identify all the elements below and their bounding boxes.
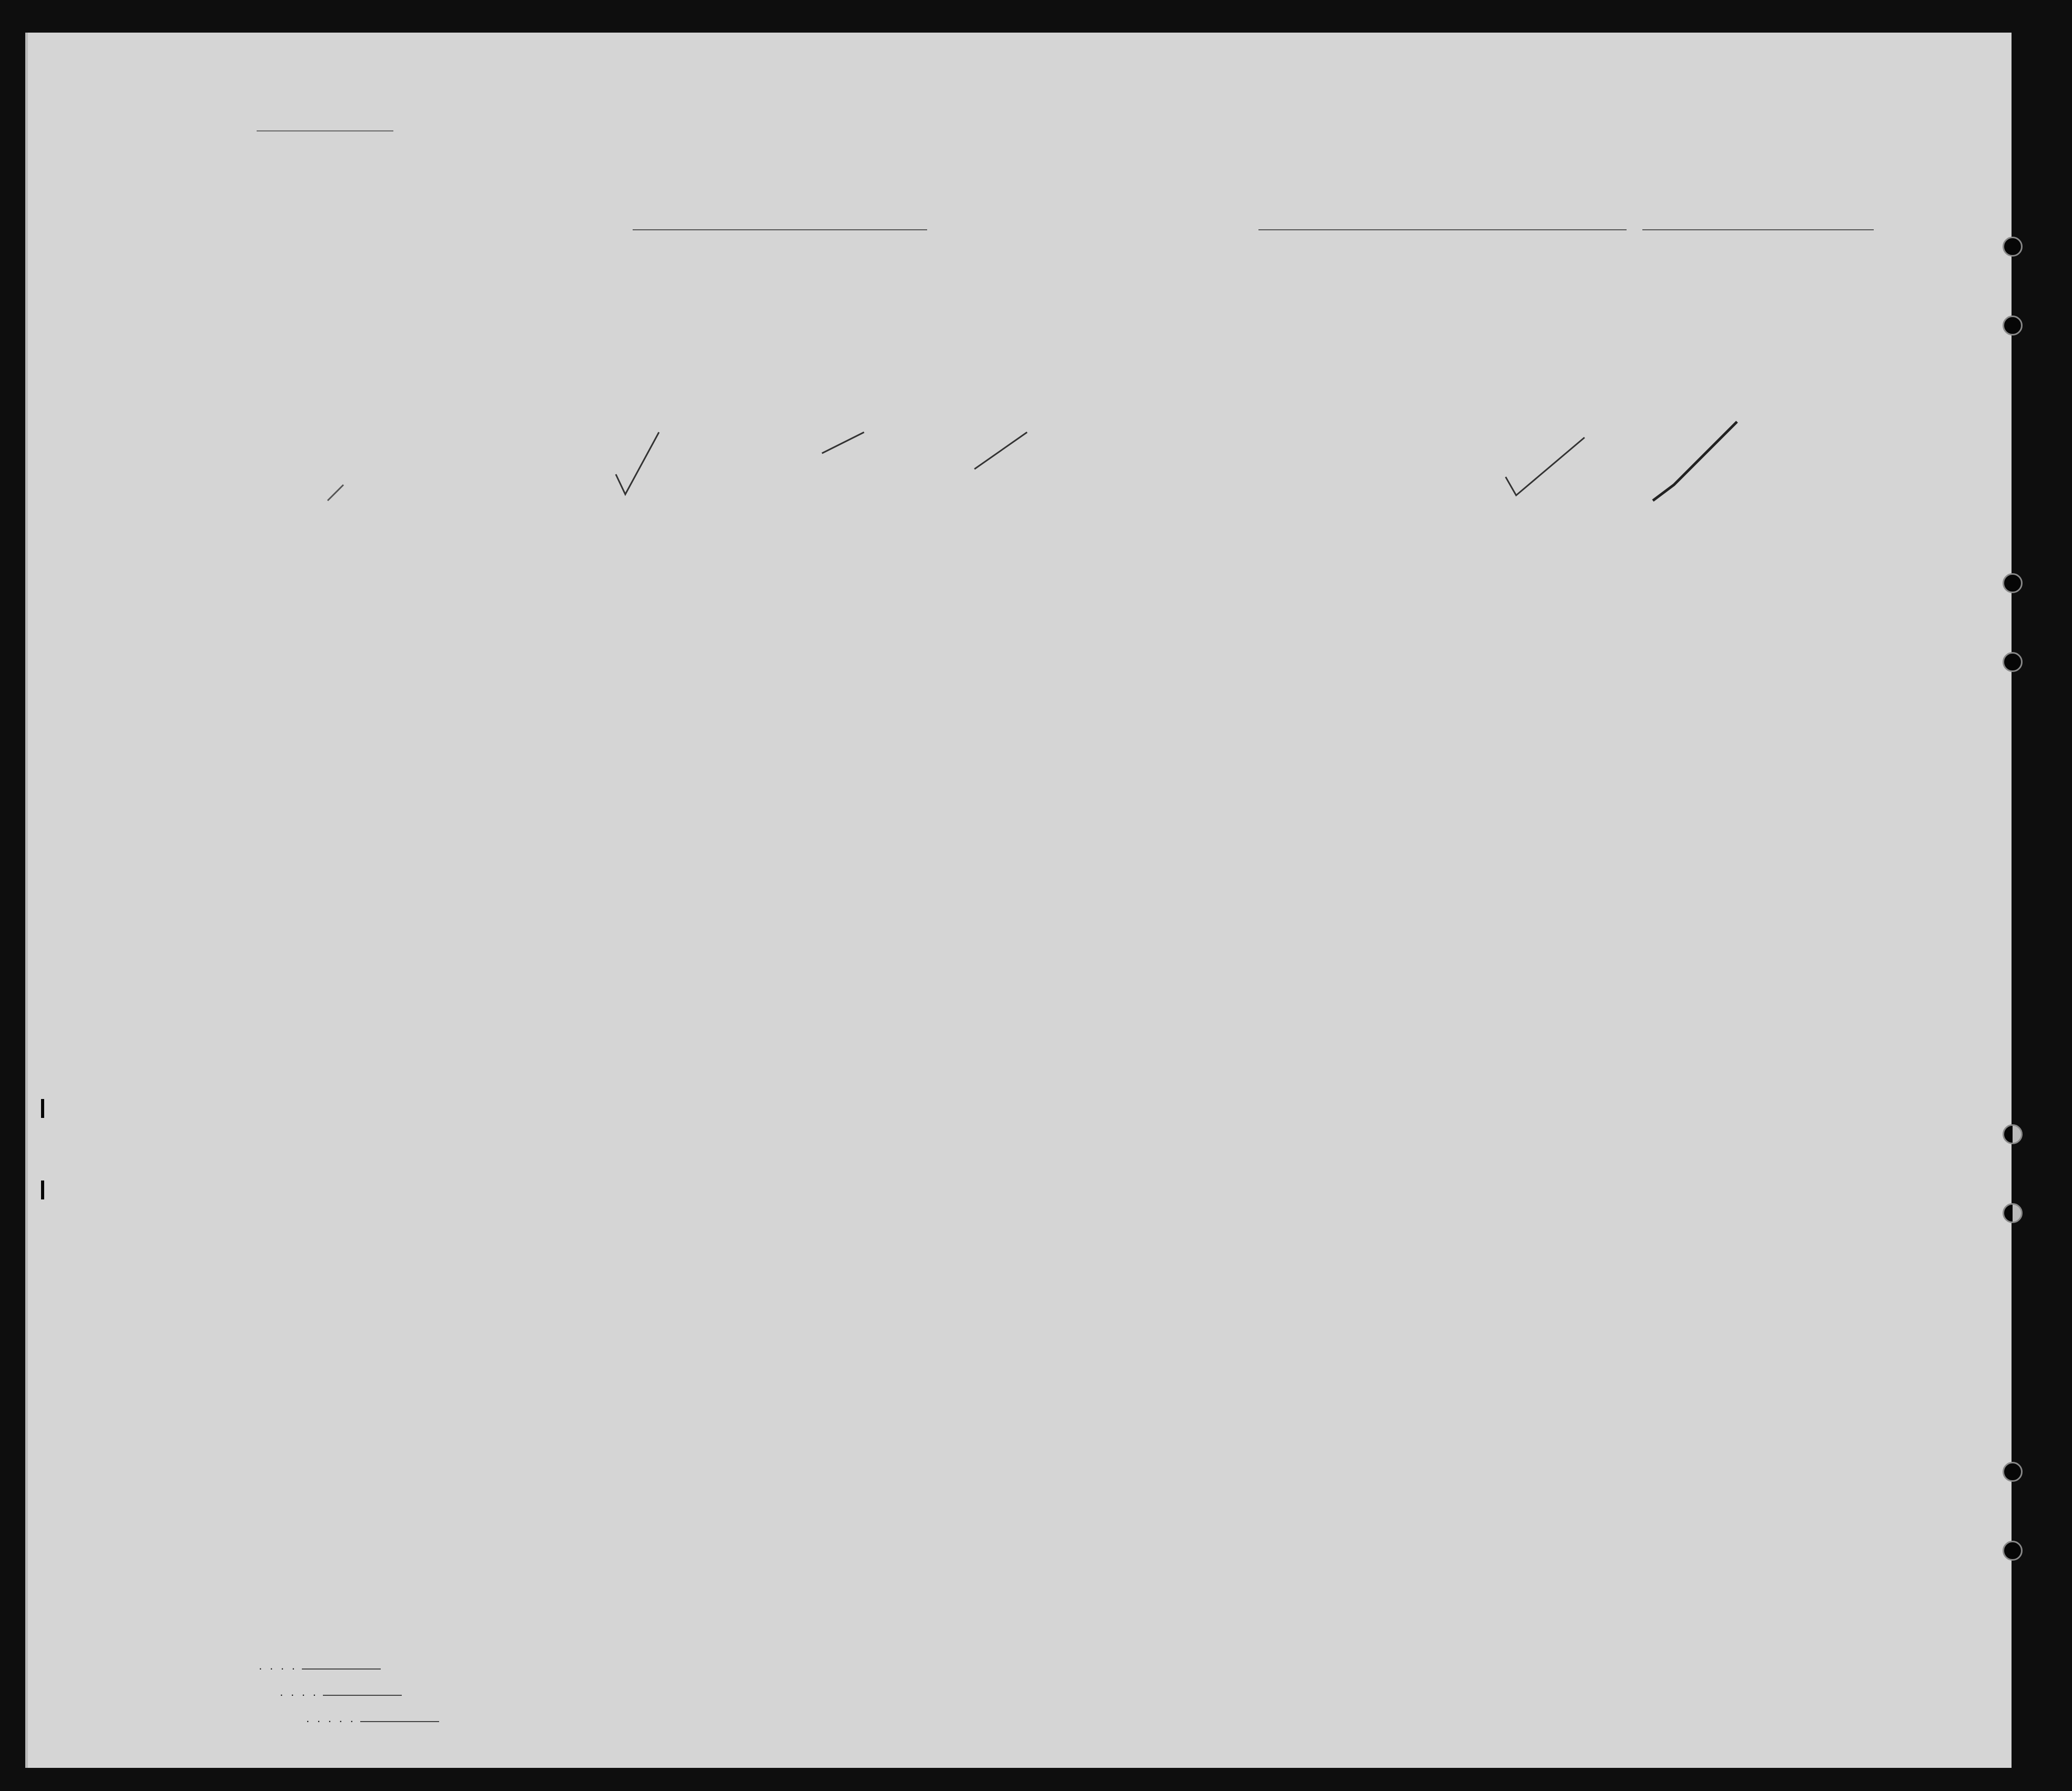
check-mark-age — [616, 432, 659, 494]
check-mark-date — [1653, 422, 1737, 501]
manifest-sheet — [25, 33, 2012, 1768]
binder-hole-3 — [2003, 573, 2023, 593]
total-passengers-row: . . . . — [259, 1663, 381, 1672]
check-mark-read — [822, 432, 864, 453]
binder-hole-8 — [2003, 1541, 2023, 1561]
check-marks — [28, 33, 2012, 1768]
binder-hole-5 — [2003, 1124, 2023, 1144]
us-citizens-row: . . . . — [280, 1689, 402, 1698]
left-margin-tick-2 — [41, 1181, 44, 1199]
binder-hole-1 — [2003, 237, 2023, 257]
aliens-row: . . . . . — [307, 1715, 439, 1725]
check-mark-nationality — [974, 432, 1027, 469]
check-mark-issued — [1506, 437, 1585, 495]
binder-hole-4 — [2003, 652, 2023, 672]
left-margin-tick-1 — [41, 1099, 44, 1118]
binder-hole-6 — [2003, 1203, 2023, 1223]
binder-hole-7 — [2003, 1462, 2023, 1482]
binder-hole-2 — [2003, 316, 2023, 335]
check-mark-name — [328, 485, 343, 501]
